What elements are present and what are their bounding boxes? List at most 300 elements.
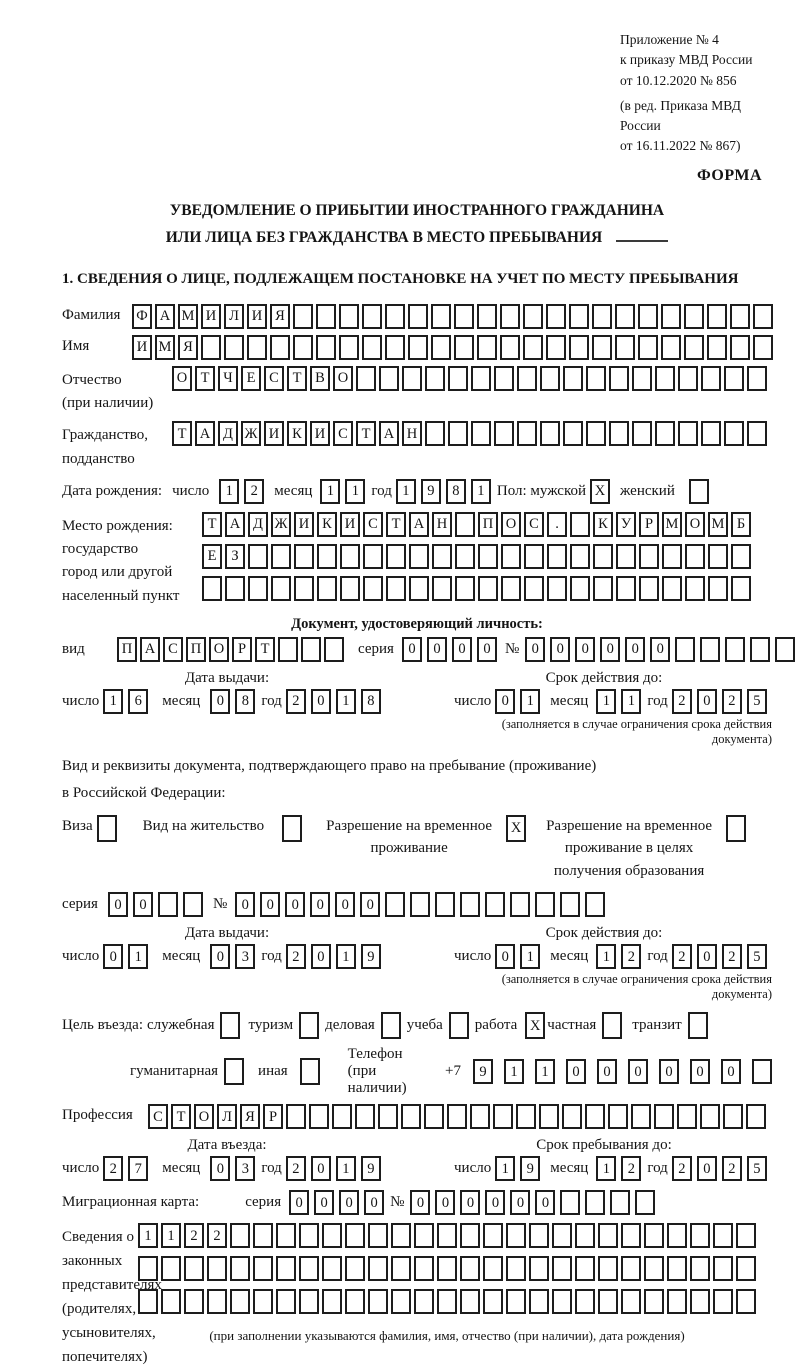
profession-cell[interactable]: С — [148, 1104, 168, 1129]
given-name-cell[interactable] — [316, 335, 336, 360]
birth-place-cell[interactable]: С — [363, 512, 383, 537]
permit-issue-day-cell[interactable]: 0 — [103, 944, 123, 969]
birth-place-cell[interactable] — [478, 576, 498, 601]
birth-place-cell[interactable] — [386, 576, 406, 601]
mig-number-cell[interactable] — [610, 1190, 630, 1215]
temp-permit-edu-checkbox[interactable] — [726, 815, 746, 842]
patronymic-cell[interactable]: С — [264, 366, 284, 391]
doc-number-cell[interactable] — [775, 637, 795, 662]
birth-place-cell[interactable] — [455, 512, 475, 537]
profession-cell[interactable] — [470, 1104, 490, 1129]
birth-place-cell[interactable]: К — [593, 512, 613, 537]
citizenship-cell[interactable]: С — [333, 421, 353, 446]
birth-place-cell[interactable]: Т — [386, 512, 406, 537]
patronymic-cell[interactable]: Т — [195, 366, 215, 391]
birth-place-cell[interactable] — [363, 576, 383, 601]
purpose-work-checkbox[interactable]: X — [525, 1012, 545, 1039]
patronymic-cell[interactable] — [632, 366, 652, 391]
patronymic-cell[interactable]: Ч — [218, 366, 238, 391]
permit-issue-year-cell[interactable]: 1 — [336, 944, 356, 969]
legal-reps-cell[interactable] — [276, 1289, 296, 1314]
birth-place-cell[interactable] — [455, 544, 475, 569]
citizenship-cell[interactable] — [724, 421, 744, 446]
doc-kind-cell[interactable] — [301, 637, 321, 662]
legal-reps-cell[interactable] — [276, 1256, 296, 1281]
entry-month-cell[interactable]: 3 — [235, 1156, 255, 1181]
phone-cell[interactable]: 0 — [566, 1059, 586, 1084]
phone-cell[interactable]: 0 — [659, 1059, 679, 1084]
mig-number-cell[interactable]: 0 — [410, 1190, 430, 1215]
legal-reps-cell[interactable] — [552, 1289, 572, 1314]
permit-series-cell[interactable]: 0 — [133, 892, 153, 917]
given-name-cell[interactable] — [408, 335, 428, 360]
profession-cell[interactable]: Л — [217, 1104, 237, 1129]
permit-number-cell[interactable] — [485, 892, 505, 917]
profession-cell[interactable] — [424, 1104, 444, 1129]
surname-cell[interactable] — [684, 304, 704, 329]
legal-reps-cell[interactable] — [276, 1223, 296, 1248]
legal-reps-cell[interactable] — [575, 1223, 595, 1248]
purpose-tourism-checkbox[interactable] — [299, 1012, 319, 1039]
patronymic-cell[interactable] — [747, 366, 767, 391]
birth-place-cell[interactable] — [593, 544, 613, 569]
legal-reps-cell[interactable] — [621, 1289, 641, 1314]
doc-valid-month-cell[interactable]: 1 — [621, 689, 641, 714]
citizenship-cell[interactable]: Т — [356, 421, 376, 446]
legal-reps-cell[interactable] — [644, 1223, 664, 1248]
birth-place-cell[interactable]: Е — [202, 544, 222, 569]
given-name-cell[interactable] — [615, 335, 635, 360]
permit-issue-year-cell[interactable]: 9 — [361, 944, 381, 969]
permit-valid-month-cell[interactable]: 2 — [621, 944, 641, 969]
legal-reps-cell[interactable] — [713, 1256, 733, 1281]
legal-reps-cell[interactable]: 1 — [161, 1223, 181, 1248]
sex-male-checkbox[interactable]: X — [590, 479, 610, 504]
stay-day-cell[interactable]: 1 — [495, 1156, 515, 1181]
legal-reps-cell[interactable] — [736, 1256, 756, 1281]
citizenship-cell[interactable] — [540, 421, 560, 446]
citizenship-cell[interactable]: И — [264, 421, 284, 446]
legal-reps-cell[interactable] — [345, 1223, 365, 1248]
mig-series-cell[interactable]: 0 — [289, 1190, 309, 1215]
surname-cell[interactable] — [569, 304, 589, 329]
citizenship-cell[interactable] — [609, 421, 629, 446]
surname-cell[interactable] — [523, 304, 543, 329]
surname-cell[interactable]: М — [178, 304, 198, 329]
surname-cell[interactable] — [707, 304, 727, 329]
permit-number-cell[interactable]: 0 — [360, 892, 380, 917]
legal-reps-cell[interactable] — [437, 1289, 457, 1314]
birth-place-cell[interactable] — [271, 544, 291, 569]
purpose-commercial-checkbox[interactable] — [381, 1012, 401, 1039]
profession-cell[interactable] — [401, 1104, 421, 1129]
birth-place-cell[interactable] — [409, 576, 429, 601]
birth-place-cell[interactable] — [363, 544, 383, 569]
birth-place-cell[interactable] — [386, 544, 406, 569]
stay-year-cell[interactable]: 2 — [722, 1156, 742, 1181]
purpose-private-checkbox[interactable] — [602, 1012, 622, 1039]
phone-cell[interactable] — [752, 1059, 772, 1084]
legal-reps-cell[interactable] — [713, 1289, 733, 1314]
birth-place-cell[interactable] — [317, 544, 337, 569]
birth-place-cell[interactable] — [524, 544, 544, 569]
citizenship-cell[interactable] — [701, 421, 721, 446]
legal-reps-cell[interactable] — [483, 1289, 503, 1314]
given-name-cell[interactable] — [661, 335, 681, 360]
citizenship-cell[interactable] — [586, 421, 606, 446]
stay-month-cell[interactable]: 2 — [621, 1156, 641, 1181]
legal-reps-cell[interactable] — [230, 1223, 250, 1248]
birth-place-cell[interactable]: П — [478, 512, 498, 537]
legal-reps-cell[interactable] — [253, 1223, 273, 1248]
mig-number-cell[interactable]: 0 — [485, 1190, 505, 1215]
birth-place-cell[interactable] — [685, 576, 705, 601]
legal-reps-cell[interactable] — [529, 1289, 549, 1314]
stay-month-cell[interactable]: 1 — [596, 1156, 616, 1181]
permit-number-cell[interactable] — [435, 892, 455, 917]
permit-valid-day-cell[interactable]: 0 — [495, 944, 515, 969]
doc-kind-cell[interactable]: А — [140, 637, 160, 662]
legal-reps-cell[interactable] — [506, 1289, 526, 1314]
legal-reps-cell[interactable] — [184, 1256, 204, 1281]
mig-number-cell[interactable]: 0 — [535, 1190, 555, 1215]
birth-place-cell[interactable] — [731, 576, 751, 601]
patronymic-cell[interactable]: В — [310, 366, 330, 391]
doc-series-cell[interactable]: 0 — [427, 637, 447, 662]
birth-place-cell[interactable] — [547, 544, 567, 569]
profession-cell[interactable] — [286, 1104, 306, 1129]
legal-reps-cell[interactable] — [138, 1256, 158, 1281]
profession-cell[interactable] — [654, 1104, 674, 1129]
surname-cell[interactable] — [316, 304, 336, 329]
legal-reps-cell[interactable] — [552, 1256, 572, 1281]
citizenship-cell[interactable] — [678, 421, 698, 446]
sex-female-checkbox[interactable] — [689, 479, 709, 504]
permit-issue-month-cell[interactable]: 0 — [210, 944, 230, 969]
given-name-cell[interactable] — [362, 335, 382, 360]
birth-place-cell[interactable] — [294, 544, 314, 569]
profession-cell[interactable]: Т — [171, 1104, 191, 1129]
doc-number-cell[interactable]: 0 — [600, 637, 620, 662]
permit-valid-month-cell[interactable]: 1 — [596, 944, 616, 969]
legal-reps-cell[interactable] — [437, 1256, 457, 1281]
doc-series-cell[interactable]: 0 — [477, 637, 497, 662]
profession-cell[interactable] — [746, 1104, 766, 1129]
given-name-cell[interactable] — [339, 335, 359, 360]
birth-day-cell[interactable]: 2 — [244, 479, 264, 504]
entry-day-cell[interactable]: 7 — [128, 1156, 148, 1181]
phone-cell[interactable]: 9 — [473, 1059, 493, 1084]
permit-number-cell[interactable] — [560, 892, 580, 917]
birth-place-cell[interactable]: И — [294, 512, 314, 537]
birth-place-cell[interactable]: Р — [639, 512, 659, 537]
doc-number-cell[interactable] — [725, 637, 745, 662]
legal-reps-cell[interactable] — [391, 1223, 411, 1248]
doc-series-cell[interactable]: 0 — [452, 637, 472, 662]
legal-reps-cell[interactable]: 2 — [207, 1223, 227, 1248]
permit-number-cell[interactable]: 0 — [310, 892, 330, 917]
profession-cell[interactable] — [332, 1104, 352, 1129]
doc-kind-cell[interactable]: О — [209, 637, 229, 662]
surname-cell[interactable]: И — [247, 304, 267, 329]
birth-place-cell[interactable] — [317, 576, 337, 601]
surname-cell[interactable]: Я — [270, 304, 290, 329]
doc-issue-year-cell[interactable]: 2 — [286, 689, 306, 714]
mig-number-cell[interactable] — [585, 1190, 605, 1215]
birth-place-cell[interactable]: О — [501, 512, 521, 537]
surname-cell[interactable] — [293, 304, 313, 329]
legal-reps-cell[interactable] — [667, 1223, 687, 1248]
stay-year-cell[interactable]: 2 — [672, 1156, 692, 1181]
doc-issue-day-cell[interactable]: 1 — [103, 689, 123, 714]
legal-reps-cell[interactable] — [230, 1289, 250, 1314]
given-name-cell[interactable] — [638, 335, 658, 360]
entry-year-cell[interactable]: 1 — [336, 1156, 356, 1181]
birth-place-cell[interactable]: У — [616, 512, 636, 537]
given-name-cell[interactable] — [523, 335, 543, 360]
permit-number-cell[interactable] — [460, 892, 480, 917]
legal-reps-cell[interactable] — [690, 1223, 710, 1248]
birth-place-cell[interactable] — [455, 576, 475, 601]
surname-cell[interactable] — [753, 304, 773, 329]
temp-permit-checkbox[interactable]: X — [506, 815, 526, 842]
citizenship-cell[interactable] — [747, 421, 767, 446]
surname-cell[interactable] — [339, 304, 359, 329]
birth-place-cell[interactable] — [616, 544, 636, 569]
given-name-cell[interactable] — [293, 335, 313, 360]
given-name-cell[interactable] — [707, 335, 727, 360]
citizenship-cell[interactable]: Д — [218, 421, 238, 446]
birth-place-cell[interactable] — [731, 544, 751, 569]
birth-place-cell[interactable]: З — [225, 544, 245, 569]
legal-reps-cell[interactable] — [667, 1289, 687, 1314]
permit-number-cell[interactable]: 0 — [235, 892, 255, 917]
birth-place-cell[interactable]: Д — [248, 512, 268, 537]
birth-year-cell[interactable]: 1 — [396, 479, 416, 504]
permit-number-cell[interactable] — [535, 892, 555, 917]
given-name-cell[interactable] — [500, 335, 520, 360]
legal-reps-cell[interactable] — [161, 1256, 181, 1281]
birth-year-cell[interactable]: 8 — [446, 479, 466, 504]
patronymic-cell[interactable] — [425, 366, 445, 391]
mig-number-cell[interactable] — [560, 1190, 580, 1215]
doc-kind-cell[interactable]: П — [186, 637, 206, 662]
citizenship-cell[interactable] — [632, 421, 652, 446]
legal-reps-cell[interactable] — [667, 1256, 687, 1281]
given-name-cell[interactable] — [201, 335, 221, 360]
residence-permit-checkbox[interactable] — [282, 815, 302, 842]
birth-place-cell[interactable] — [248, 576, 268, 601]
citizenship-cell[interactable] — [494, 421, 514, 446]
birth-place-cell[interactable]: К — [317, 512, 337, 537]
legal-reps-cell[interactable] — [506, 1256, 526, 1281]
doc-valid-year-cell[interactable]: 2 — [672, 689, 692, 714]
surname-cell[interactable] — [477, 304, 497, 329]
patronymic-cell[interactable] — [379, 366, 399, 391]
given-name-cell[interactable] — [385, 335, 405, 360]
entry-year-cell[interactable]: 9 — [361, 1156, 381, 1181]
entry-year-cell[interactable]: 0 — [311, 1156, 331, 1181]
birth-month-cell[interactable]: 1 — [345, 479, 365, 504]
visa-checkbox[interactable] — [97, 815, 117, 842]
legal-reps-cell[interactable] — [230, 1256, 250, 1281]
birth-place-cell[interactable] — [501, 576, 521, 601]
permit-number-cell[interactable] — [385, 892, 405, 917]
birth-place-cell[interactable] — [478, 544, 498, 569]
permit-issue-month-cell[interactable]: 3 — [235, 944, 255, 969]
legal-reps-cell[interactable] — [483, 1256, 503, 1281]
given-name-cell[interactable] — [247, 335, 267, 360]
permit-number-cell[interactable] — [510, 892, 530, 917]
doc-number-cell[interactable] — [750, 637, 770, 662]
stay-day-cell[interactable]: 9 — [520, 1156, 540, 1181]
surname-cell[interactable]: Ф — [132, 304, 152, 329]
given-name-cell[interactable]: Я — [178, 335, 198, 360]
permit-valid-day-cell[interactable]: 1 — [520, 944, 540, 969]
doc-issue-month-cell[interactable]: 0 — [210, 689, 230, 714]
profession-cell[interactable] — [355, 1104, 375, 1129]
birth-month-cell[interactable]: 1 — [320, 479, 340, 504]
surname-cell[interactable] — [592, 304, 612, 329]
patronymic-cell[interactable]: Т — [287, 366, 307, 391]
birth-place-cell[interactable]: Н — [432, 512, 452, 537]
birth-place-cell[interactable] — [271, 576, 291, 601]
given-name-cell[interactable] — [569, 335, 589, 360]
mig-number-cell[interactable] — [635, 1190, 655, 1215]
given-name-cell[interactable] — [592, 335, 612, 360]
citizenship-cell[interactable] — [517, 421, 537, 446]
given-name-cell[interactable] — [477, 335, 497, 360]
purpose-study-checkbox[interactable] — [449, 1012, 469, 1039]
doc-valid-year-cell[interactable]: 0 — [697, 689, 717, 714]
birth-place-cell[interactable] — [501, 544, 521, 569]
legal-reps-cell[interactable] — [138, 1289, 158, 1314]
legal-reps-cell[interactable] — [207, 1289, 227, 1314]
doc-valid-day-cell[interactable]: 0 — [495, 689, 515, 714]
surname-cell[interactable] — [661, 304, 681, 329]
profession-cell[interactable] — [562, 1104, 582, 1129]
legal-reps-cell[interactable] — [299, 1223, 319, 1248]
phone-cell[interactable]: 1 — [504, 1059, 524, 1084]
purpose-other-checkbox[interactable] — [300, 1058, 320, 1085]
phone-cell[interactable]: 0 — [628, 1059, 648, 1084]
legal-reps-cell[interactable] — [529, 1223, 549, 1248]
surname-cell[interactable] — [546, 304, 566, 329]
birth-place-cell[interactable]: Т — [202, 512, 222, 537]
profession-cell[interactable] — [516, 1104, 536, 1129]
doc-number-cell[interactable]: 0 — [525, 637, 545, 662]
birth-place-cell[interactable] — [547, 576, 567, 601]
patronymic-cell[interactable] — [678, 366, 698, 391]
mig-series-cell[interactable]: 0 — [339, 1190, 359, 1215]
legal-reps-cell[interactable] — [391, 1289, 411, 1314]
birth-place-cell[interactable] — [409, 544, 429, 569]
legal-reps-cell[interactable] — [322, 1256, 342, 1281]
surname-cell[interactable] — [615, 304, 635, 329]
purpose-business-checkbox[interactable] — [220, 1012, 240, 1039]
profession-cell[interactable]: Я — [240, 1104, 260, 1129]
entry-day-cell[interactable]: 2 — [103, 1156, 123, 1181]
birth-place-cell[interactable]: М — [708, 512, 728, 537]
legal-reps-cell[interactable] — [598, 1223, 618, 1248]
patronymic-cell[interactable] — [471, 366, 491, 391]
legal-reps-cell[interactable] — [322, 1289, 342, 1314]
doc-number-cell[interactable] — [675, 637, 695, 662]
birth-year-cell[interactable]: 9 — [421, 479, 441, 504]
citizenship-cell[interactable] — [655, 421, 675, 446]
permit-series-cell[interactable] — [158, 892, 178, 917]
citizenship-cell[interactable]: Н — [402, 421, 422, 446]
patronymic-cell[interactable] — [701, 366, 721, 391]
legal-reps-cell[interactable] — [621, 1223, 641, 1248]
birth-day-cell[interactable]: 1 — [219, 479, 239, 504]
surname-cell[interactable] — [385, 304, 405, 329]
legal-reps-cell[interactable] — [368, 1223, 388, 1248]
legal-reps-cell[interactable] — [414, 1289, 434, 1314]
patronymic-cell[interactable] — [609, 366, 629, 391]
doc-number-cell[interactable] — [700, 637, 720, 662]
legal-reps-cell[interactable] — [690, 1289, 710, 1314]
doc-valid-month-cell[interactable]: 1 — [596, 689, 616, 714]
profession-cell[interactable] — [378, 1104, 398, 1129]
profession-cell[interactable] — [631, 1104, 651, 1129]
birth-place-cell[interactable] — [202, 576, 222, 601]
legal-reps-cell[interactable] — [529, 1256, 549, 1281]
phone-cell[interactable]: 0 — [721, 1059, 741, 1084]
profession-cell[interactable] — [493, 1104, 513, 1129]
patronymic-cell[interactable] — [402, 366, 422, 391]
doc-issue-year-cell[interactable]: 1 — [336, 689, 356, 714]
given-name-cell[interactable] — [270, 335, 290, 360]
legal-reps-cell[interactable] — [368, 1256, 388, 1281]
permit-valid-year-cell[interactable]: 2 — [722, 944, 742, 969]
given-name-cell[interactable] — [684, 335, 704, 360]
legal-reps-cell[interactable] — [460, 1289, 480, 1314]
given-name-cell[interactable] — [753, 335, 773, 360]
surname-cell[interactable] — [730, 304, 750, 329]
birth-place-cell[interactable]: С — [524, 512, 544, 537]
doc-valid-day-cell[interactable]: 1 — [520, 689, 540, 714]
patronymic-cell[interactable]: О — [172, 366, 192, 391]
given-name-cell[interactable] — [730, 335, 750, 360]
citizenship-cell[interactable] — [448, 421, 468, 446]
patronymic-cell[interactable] — [517, 366, 537, 391]
citizenship-cell[interactable]: К — [287, 421, 307, 446]
doc-number-cell[interactable]: 0 — [650, 637, 670, 662]
legal-reps-cell[interactable] — [644, 1289, 664, 1314]
doc-valid-year-cell[interactable]: 2 — [722, 689, 742, 714]
patronymic-cell[interactable] — [563, 366, 583, 391]
doc-number-cell[interactable]: 0 — [575, 637, 595, 662]
birth-place-cell[interactable]: И — [340, 512, 360, 537]
legal-reps-cell[interactable] — [575, 1289, 595, 1314]
mig-series-cell[interactable]: 0 — [364, 1190, 384, 1215]
legal-reps-cell[interactable] — [690, 1256, 710, 1281]
birth-place-cell[interactable]: Б — [731, 512, 751, 537]
stay-year-cell[interactable]: 0 — [697, 1156, 717, 1181]
birth-place-cell[interactable] — [340, 544, 360, 569]
birth-place-cell[interactable]: М — [662, 512, 682, 537]
birth-place-cell[interactable] — [432, 576, 452, 601]
doc-issue-year-cell[interactable]: 8 — [361, 689, 381, 714]
permit-issue-day-cell[interactable]: 1 — [128, 944, 148, 969]
doc-issue-year-cell[interactable]: 0 — [311, 689, 331, 714]
legal-reps-cell[interactable] — [575, 1256, 595, 1281]
mig-series-cell[interactable]: 0 — [314, 1190, 334, 1215]
birth-place-cell[interactable] — [225, 576, 245, 601]
permit-number-cell[interactable]: 0 — [335, 892, 355, 917]
legal-reps-cell[interactable] — [736, 1223, 756, 1248]
